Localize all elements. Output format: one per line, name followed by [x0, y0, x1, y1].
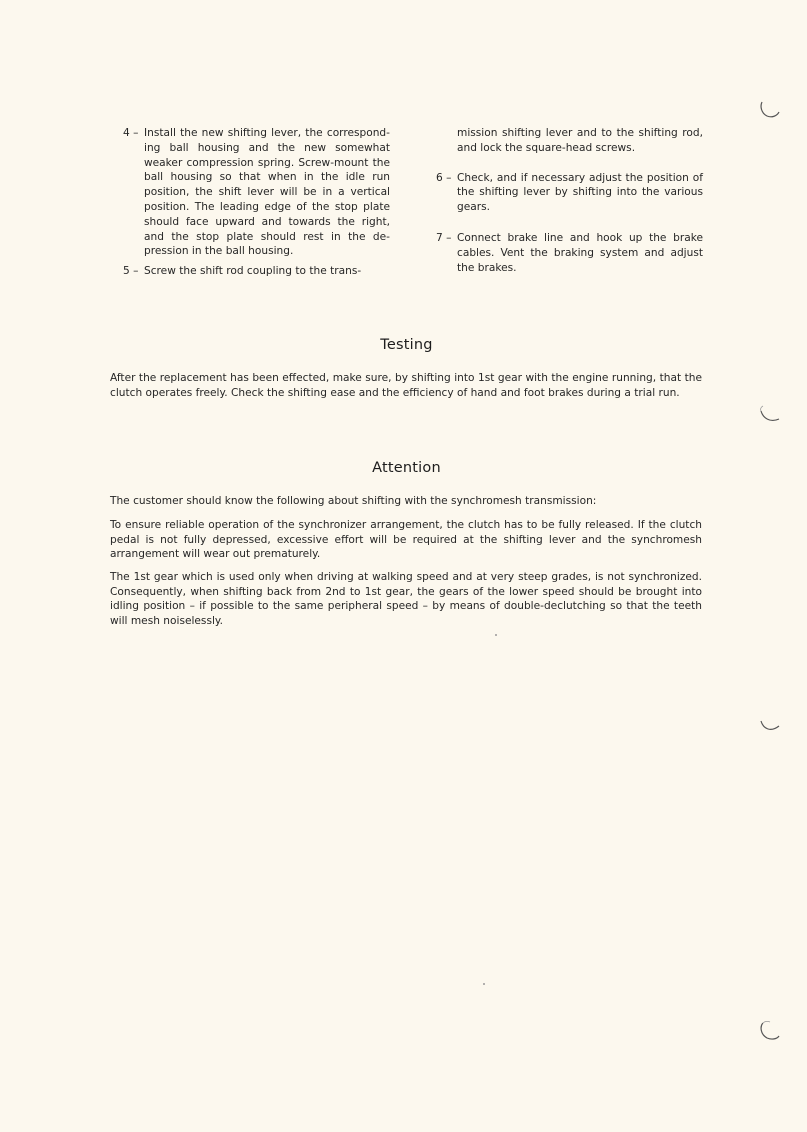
step-text: Connect brake line and hook up the brake cables. Vent the braking system and adjust the brakes.: [457, 231, 703, 274]
paper-speck: [495, 634, 497, 636]
step-7: [436, 231, 703, 275]
step-number: 4 –: [123, 127, 139, 139]
attention-paragraph-3: The 1st gear which is used only when driving at walking speed and at very steep grades, is not synchronized. Consequently, when shifting back from 2nd to 1st gear, the gears of the lower speed should be brought into idling position – if possible to the same peripheral speed – by means of double-declutching so that the teeth will mesh noiselessly.: [110, 571, 702, 628]
step-number: 7 –: [436, 231, 452, 244]
step-text: Screw the shift rod coupling to the trans-: [144, 265, 362, 278]
step-number: 5 –: [123, 265, 139, 278]
step-5: [123, 264, 390, 279]
punch-hole-icon: [758, 96, 782, 120]
punch-hole-icon: [758, 402, 782, 426]
attention-paragraph-1: The customer should know the following about shifting with the synchromesh transmission:: [110, 495, 597, 507]
paper-speck: [483, 983, 485, 985]
punch-hole-icon: [758, 712, 782, 736]
step-6: [436, 171, 703, 215]
steps-right-column: [436, 126, 703, 280]
step-number: 6 –: [436, 171, 452, 184]
attention-paragraph-2: To ensure reliable operation of the synchronizer arrangement, the clutch has to be fully released. If the clutch pedal is not fully depressed, excessive effort will be required at the shifting lever and the synchromesh arrangement will wear out prematurely.: [110, 519, 702, 561]
punch-hole-icon: [758, 1018, 782, 1042]
step-4: [123, 126, 390, 259]
step-text: Check, and if necessary adjust the position of the shifting lever by shifting into the various gears.: [457, 171, 703, 214]
step-text: Install the new shifting lever, the corresponding ball housing and the new somewhat weaker compression spring. Screw-mount the ball housing so that when in the idle run position, the shift lever will be in a vertical position. The leading edge of the stop plate should face upward and towards the right, and the stop plate should rest in the depression in the ball housing.: [144, 127, 390, 258]
steps-left-column: [123, 126, 390, 284]
testing-heading: Testing: [380, 337, 433, 353]
step-5-continuation: mission shifting lever and to the shifting rod, and lock the square-head screws.: [457, 127, 703, 154]
attention-heading: Attention: [372, 460, 441, 476]
testing-paragraph: After the replacement has been effected, make sure, by shifting into 1st gear with the engine running, that the clutch operates freely. Check the shifting ease and the efficiency of hand and foot brakes during a trial run.: [110, 372, 702, 399]
